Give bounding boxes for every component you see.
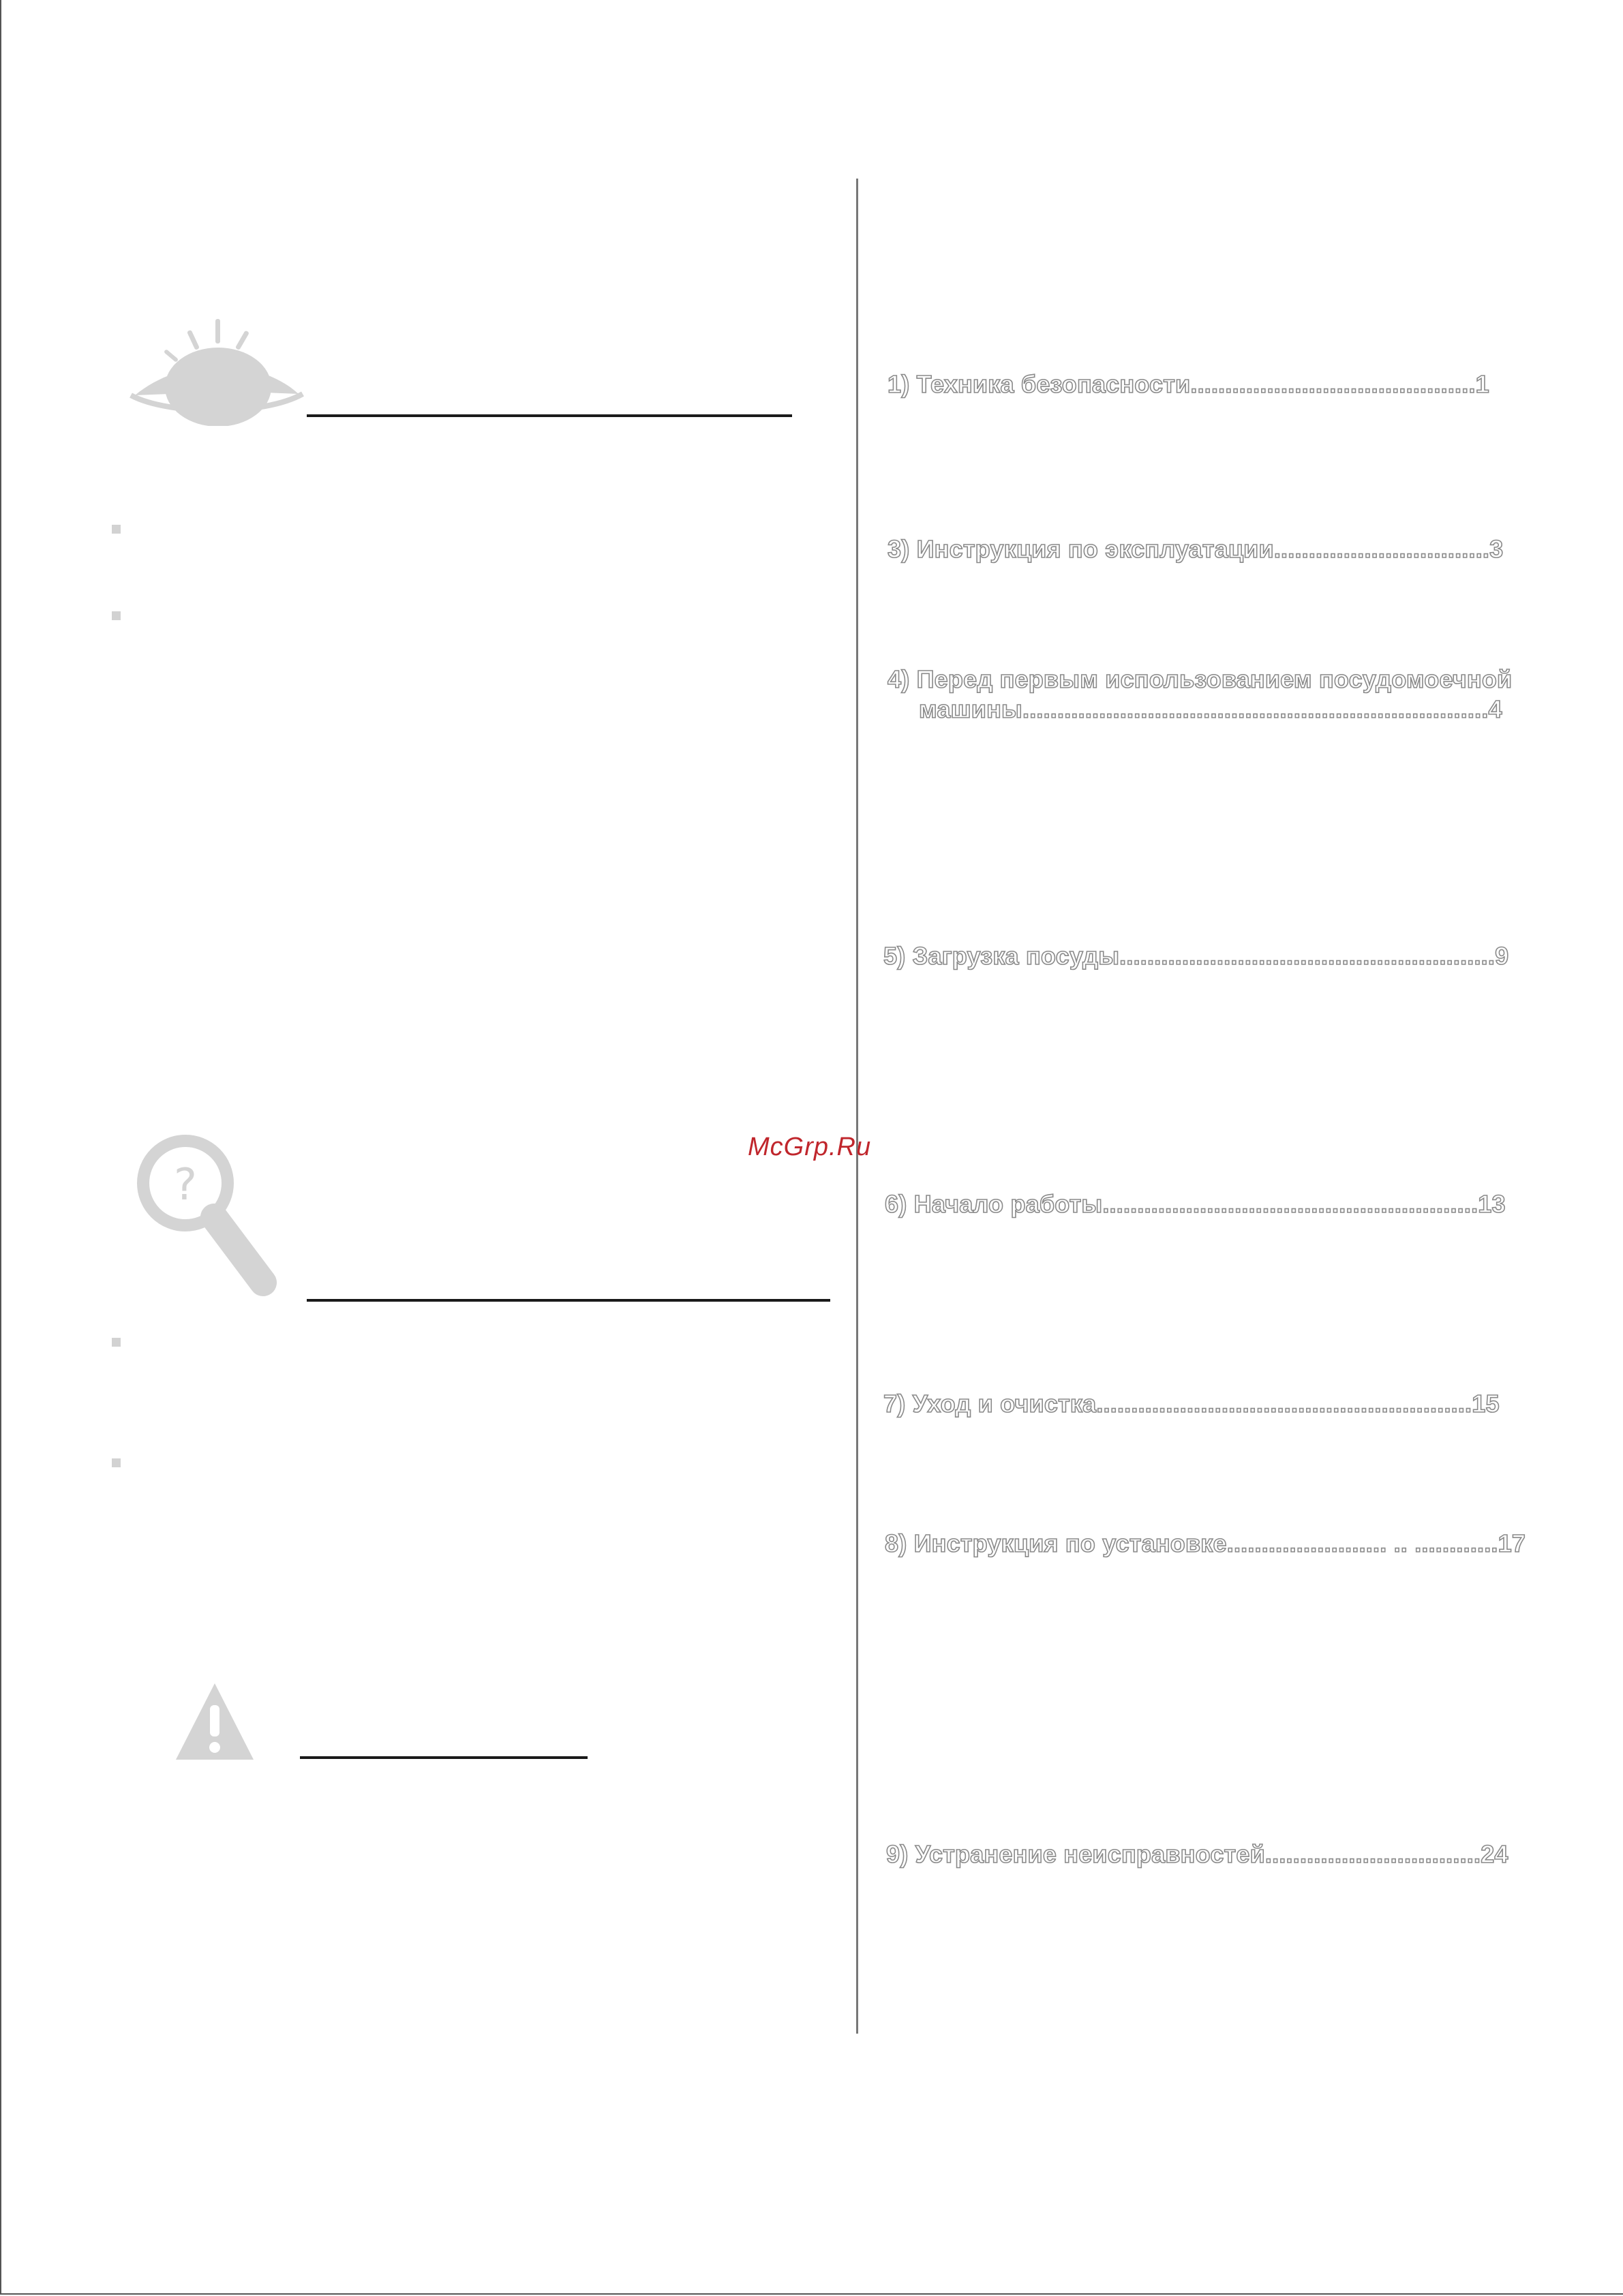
toc-entry-safety[interactable]: 1) Техника безопасности.........................................1 xyxy=(888,370,1489,398)
svg-text:?: ? xyxy=(174,1160,197,1210)
magnifier-question-icon xyxy=(134,1131,290,1302)
toc-entry-operation[interactable]: 3) Инструкция по эксплуатации...............................3 xyxy=(888,535,1504,563)
section-1-bullet-2 xyxy=(112,611,121,620)
warning-triangle-icon xyxy=(173,1681,256,1762)
column-divider xyxy=(856,179,858,2034)
section-2-bullet-1 xyxy=(112,1338,121,1347)
section-2-bullet-2 xyxy=(112,1458,121,1467)
toc-entry-start[interactable]: 6) Начало работы......................................................13 xyxy=(885,1190,1506,1218)
section-2-heading-rule xyxy=(307,1299,830,1302)
toc-entry-loading[interactable]: 5) Загрузка посуды......................................................9 xyxy=(883,942,1509,970)
toc-entry-troubleshooting[interactable]: 9) Устранение неисправностей...............................24 xyxy=(886,1840,1508,1868)
toc-entry-before-first-use-cont[interactable]: машины...................................................................4 xyxy=(919,695,1502,723)
toc-entry-care[interactable]: 7) Уход и очистка......................................................15 xyxy=(883,1390,1500,1418)
eye-icon xyxy=(128,313,305,426)
toc-entry-before-first-use[interactable]: 4) Перед первым использованием посудомоечной xyxy=(888,665,1513,693)
section-1-bullet-1 xyxy=(112,525,121,534)
section-3-heading-rule xyxy=(300,1756,588,1759)
watermark-text: McGrp.Ru xyxy=(748,1133,872,1161)
toc-entry-installation[interactable]: 8) Инструкция по установке....................... .. ............17 xyxy=(885,1529,1526,1557)
section-1-heading-rule xyxy=(307,414,792,417)
